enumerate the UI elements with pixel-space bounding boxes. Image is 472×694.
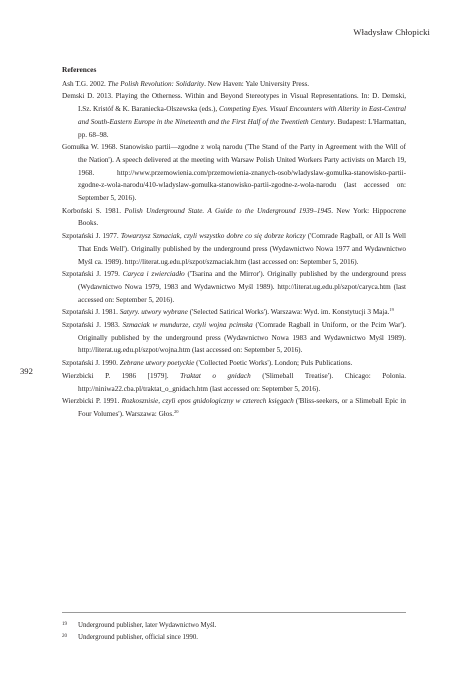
reference-entry: Demski D. 2013. Playing the Otherness. Within and Beyond Stereotypes in Visual Representations. In: D. Demski, I.Sz. Kristóf & K. Baraniecka-Olszewska (eds.), Competing Eyes. Visual Encounters with Alterity in East-Central and South-Eastern Europe in the Nineteenth and the First Half of the Twentieth Century. Budapest: L'Harmattan, pp. 68–98. — [62, 92, 407, 139]
footnote-marker: 20 — [173, 408, 179, 414]
footnote-text: Underground publisher, later Wydawnictwo Myśl. — [78, 622, 217, 629]
footnote-number: 20 — [62, 634, 67, 639]
footnote — [62, 619, 406, 631]
reference-entry: Korboński S. 1981. Polish Underground State. A Guide to the Underground 1939–1945. New York: Hippocrene Books. — [62, 206, 406, 228]
footnote-divider — [62, 612, 406, 613]
references-section — [62, 64, 406, 421]
footnote-text: Underground publisher, official since 1990. — [78, 634, 199, 641]
reference-entry: Wierzbicki P. 1991. Rozkosznisie, czyli epos gnidologiczny w czterech księgach ('Bliss-seekers, or a Slimeball Epic in Four Volumes'). Warszawa: Głos.$^{20}$ — [62, 397, 406, 418]
reference-entry: Szpotański J. 1979. Caryca i zwierciadło ('Tsarina and the Mirror'). Originally published by the underground press (Wydawnictwo Nowa 1979, 1983 and Wydawnictwo Myśl 1989). http://literat.ug.edu.pl/szpot/caryca.htm (last accessed on: September 5, 2016). — [62, 270, 406, 304]
reference-entry: Szpotański J. 1977. Towarzysz Szmaciak, czyli wszystko dobre co się dobrze kończy ('Comrade Ragball, or All Is Well That Ends Well'). Originally published by the underground press (Wydawnictwo Nowa 1977 and Wydawnictwo Myśl ca. 1989). http://literat.ug.edu.pl/szpot/szmaciak.htm (last accessed on: September 5, 2016). — [62, 232, 407, 266]
page-number: 392 — [20, 366, 33, 376]
footnote — [62, 631, 406, 643]
footnotes-section — [62, 619, 406, 643]
footnote-number: 19 — [62, 622, 67, 627]
running-head: Władysław Chłopicki — [353, 27, 430, 37]
footnote-marker: 19 — [389, 307, 394, 313]
reference-entry: Ash T.G. 2002. The Polish Revolution: Solidarity. New Haven: Yale University Press. — [62, 79, 310, 88]
reference-entry: Szpotański J. 1981. Satyry. utwory wybrane ('Selected Satirical Works'). Warszawa: Wyd. im. Konstytucji 3 Maja.$^{19}$ — [62, 307, 394, 317]
reference-entry: Szpotański J. 1983. Szmaciak w mundurze, czyli wojna pcimska ('Comrade Ragball in Uniform, or the Pcim War'). Originally published by the underground press (Wydawnictwo Nowa 1983 and Wydawnictwo Myśl 1989). http://literat.ug.edu.pl/szpot/wojna.htm (last accessed on: September 5, 2016). — [62, 321, 406, 355]
references-heading: References — [62, 65, 97, 74]
reference-entry: Szpotański J. 1990. Zebrane utwory poetyckie ('Collected Poetic Works'). London; Puls Publications. — [62, 359, 353, 368]
reference-entry: Gomułka W. 1968. Stanowisko partii—zgodne z wolą narodu ('The Stand of the Party in Agreement with the Will of the Nation'). A speech delivered at the meeting with Warsaw Polish United Workers Party activists on March 19, 1968. http://www.przemowienia.com/przemowienia-znanych-osob/wladyslaw-gomulka-stanowisko-partii-zgodne-z-wola-narodu/410-wladyslaw-gomulka-stanowisko-partii-zgodne-z-wola-narodu (last accessed on: September 5, 2016). — [62, 143, 406, 203]
reference-entry: Wierzbicki P. 1986 [1979]. Traktat o gnidach ('Slimeball Treatise'). Chicago: Polonia. http://niniwa22.cba.pl/traktat_o_gnidach.htm (last accessed on: September 5, 2016). — [62, 371, 406, 393]
